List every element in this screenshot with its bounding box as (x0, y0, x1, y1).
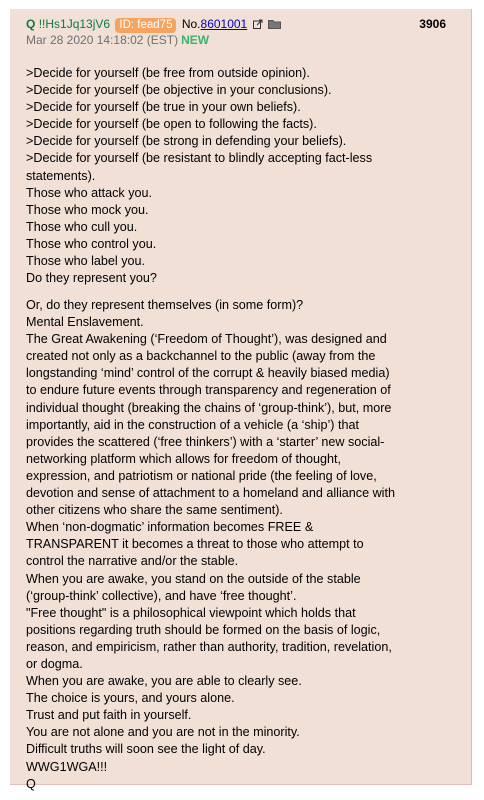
body-line: expression, and patriotism or national pride (the feeling of love, (26, 468, 377, 483)
body-line: When you are awake, you are able to clearly see. (26, 674, 302, 689)
folder-icon[interactable] (268, 16, 281, 34)
body-line: Q (26, 776, 36, 791)
body-line: You are not alone and you are not in the minority. (26, 725, 300, 740)
post-number-link[interactable]: 8601001 (200, 17, 248, 31)
body-line: >Decide for yourself (be strong in defending your beliefs). (26, 134, 347, 149)
body-line: importantly, aid in the construction of a vehicle (a ‘ship’) that (26, 417, 359, 432)
body-line: control the narrative and/or the stable. (26, 554, 239, 569)
body-line: Difficult truths will soon see the light of day. (26, 742, 266, 757)
external-link-icon[interactable] (253, 16, 263, 34)
body-line: Do they represent you? (26, 271, 157, 286)
body-line: longstanding ‘mind’ control of the corrupt & heavily biased media) (26, 366, 390, 381)
body-line: Those who mock you. (26, 202, 149, 217)
post-body-top (26, 65, 466, 297)
poster-id-badge[interactable]: ID: fead75 (115, 18, 176, 33)
poster-name: Q (26, 17, 36, 31)
body-line: >Decide for yourself (be free from outside opinion). (26, 66, 310, 80)
body-line: When ‘non-dogmatic’ information becomes FREE & (26, 520, 314, 535)
body-line: networking platform which allows for freedom of thought, (26, 451, 341, 466)
body-line: Those who label you. (26, 254, 146, 269)
body-line: statements). (26, 168, 96, 183)
reply-count: 3906 (419, 17, 446, 31)
body-line: TRANSPARENT it becomes a threat to those who attempt to (26, 537, 364, 552)
body-line: Mental Enslavement. (26, 315, 144, 330)
body-line: >Decide for yourself (be true in your own beliefs). (26, 100, 301, 115)
body-line: The Great Awakening (‘Freedom of Thought’), was designed and (26, 332, 387, 347)
body-line: Or, do they represent themselves (in some form)? (26, 298, 304, 312)
body-line: provides the scattered (‘free thinkers’) with a ‘starter’ new social- (26, 434, 385, 449)
body-line: or dogma. (26, 656, 83, 671)
body-line: (‘group-think’ collective), and have ‘free thought’. (26, 588, 297, 603)
post-container (10, 9, 472, 791)
body-line: >Decide for yourself (be objective in your conclusions). (26, 83, 332, 98)
body-line: Those who control you. (26, 236, 157, 251)
body-line: >Decide for yourself (be open to following the facts). (26, 117, 317, 132)
post-date-line (26, 31, 209, 49)
body-line: The choice is yours, and yours alone. (26, 691, 235, 706)
body-line: Those who cull you. (26, 219, 138, 234)
body-line: When you are awake, you stand on the outside of the stable (26, 571, 361, 586)
post-body-bottom (26, 297, 466, 793)
body-line: reason, and empiricism, rather than authority, tradition, revelation, (26, 639, 392, 654)
body-line: WWG1WGA!!! (26, 759, 108, 774)
post-datetime: Mar 28 2020 14:18:02 (EST) (26, 33, 179, 47)
body-line: Those who attack you. (26, 185, 153, 200)
body-line: devotion and sense of attachment to a homeland and alliance with (26, 486, 395, 501)
body-line: to endure future events through transparency and regeneration of (26, 383, 391, 398)
body-line: Trust and put faith in yourself. (26, 708, 192, 723)
body-line: "Free thought" is a philosophical viewpoint which holds that (26, 605, 356, 620)
body-line: other citizens who share the same sentiment). (26, 503, 283, 518)
body-line: created not only as a backchannel to the public (away from the (26, 349, 376, 364)
body-line: positions regarding truth should be formed on the basis of logic, (26, 622, 381, 637)
tripcode: !!Hs1Jq13jV6 (38, 17, 111, 31)
post-number-prefix[interactable]: No. (181, 17, 201, 31)
body-line: individual thought (breaking the chains of ‘group-think’), but, more (26, 400, 392, 415)
body-line: >Decide for yourself (be resistant to blindly accepting fact-less (26, 151, 373, 166)
new-badge: NEW (181, 33, 210, 47)
